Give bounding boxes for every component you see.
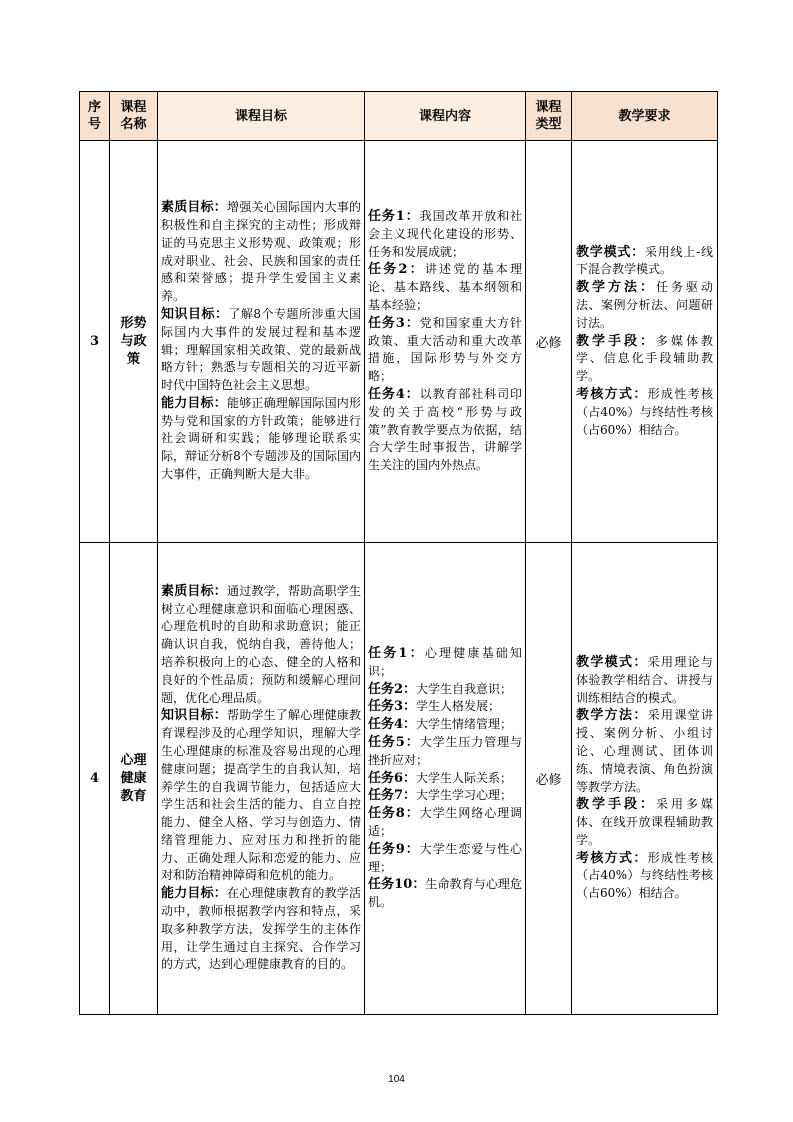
content-item-text: 我国改革开放和社会主义现代化建设的形势、任务和发展成就；	[368, 209, 522, 259]
requirement-item-text: 任务驱动法、案例分析法、问题研讨法。	[576, 280, 713, 330]
requirement-item-label: 教学模式：	[576, 654, 648, 670]
requirement-item	[576, 654, 713, 707]
content-item-label: 任务2：	[368, 681, 417, 697]
content-item-label: 任务3：	[368, 699, 417, 715]
row-seq: 3	[80, 141, 110, 543]
requirement-item-text: 形成性考核（占40%）与终结性考核（占60%）相结合。	[576, 386, 713, 437]
content-item	[368, 734, 522, 770]
content-item-label: 任务1：	[368, 209, 420, 225]
content-item	[368, 876, 522, 912]
header-course-content: 课程内容	[365, 92, 526, 141]
row-course-type: 必修	[526, 543, 572, 1015]
goal-item	[161, 583, 361, 708]
goal-item-text: 了解8个专题所涉重大国际国内大事件的发展过程和基本逻辑；理解国家相关政策、党的最新战略方针；熟悉与专题相关的习近平新时代中国特色社会主义思想。	[161, 306, 361, 393]
goal-item-text: 增强关心国际国内大事的积极性和自主探究的主动性；形成辩证的马克思主义形势观、政策观；形成对职业、社会、民族和国家的责任感和荣誉感；提升学生爱国主义素养。	[161, 200, 361, 304]
row-seq: 4	[80, 543, 110, 1015]
content-item-label: 任务1：	[368, 646, 425, 662]
row-course-goals-text	[158, 197, 364, 486]
course-table	[79, 91, 718, 1015]
requirement-item-label: 教学手段：	[576, 797, 656, 813]
content-item-label: 任务9：	[368, 841, 420, 857]
row-teaching-requirements	[572, 141, 718, 543]
goal-item	[161, 199, 361, 306]
goal-item-text: 通过教学，帮助高职学生树立心理健康意识和面临心理困惑、心理危机时的自助和求助意识；能正确认识自我，悦纳自我，善待他人；培养积极向上的心态、健全的人格和良好的个性品质；预防和缓解心理问题，优化心理品质。	[161, 583, 361, 705]
content-item-text: 讲述党的基本理论、基本路线、基本纲领和基本经验；	[368, 262, 522, 312]
page-number: 104	[388, 1074, 405, 1085]
requirement-item	[576, 279, 713, 332]
header-course-goal: 课程目标	[158, 92, 365, 141]
table-body	[80, 141, 718, 1015]
row-course-contents-text	[365, 206, 525, 477]
goal-item-text: 帮助学生了解心理健康教育课程涉及的心理学知识，理解大学生心理健康的标准及容易出现的心理健康问题；提高学生的自我认知，培养学生的自我调节能力，包括适应大学生活和社会生活的能力、自立自控能力、健全人格、学习与创造力、情绪管理能力、应对压力和挫折的能力、正确处理人际和恋爱的能力、应对和防治精神障碍和危机的能力。	[161, 708, 361, 883]
content-item	[368, 698, 522, 716]
content-item-label: 任务7：	[368, 788, 417, 804]
requirement-item	[576, 333, 713, 386]
row-course-goals-text	[158, 581, 364, 977]
requirement-item	[576, 796, 713, 849]
requirement-item-label: 考核方式：	[576, 386, 648, 402]
content-item	[368, 315, 522, 386]
requirement-item-label: 考核方式：	[576, 850, 648, 866]
goal-item-label: 知识目标：	[161, 306, 229, 322]
content-item-label: 任务8：	[368, 806, 420, 822]
row-teaching-requirements-text	[572, 652, 717, 905]
goal-item-label: 知识目标：	[161, 708, 227, 724]
content-item-text: 大学生自我意识；	[416, 681, 513, 696]
table-row	[80, 543, 718, 1015]
goal-item-text: 能够正确理解国际国内形势与党和国家的方针政策；能够进行社会调研和实践；能够理论联系实际，辩证分析8个专题涉及的国际国内大事件，正确判断大是大非。	[161, 395, 361, 482]
row-course-goals	[158, 543, 365, 1015]
content-item-text: 大学生情绪管理；	[416, 717, 513, 732]
requirement-item	[576, 707, 713, 796]
requirement-item	[576, 244, 713, 280]
row-course-type: 必修	[526, 141, 572, 543]
requirement-item-text: 采用理论与体验教学相结合、讲授与训练相结合的模式。	[576, 654, 713, 705]
header-teaching-requirement: 教学要求	[572, 92, 718, 141]
row-course-contents	[365, 543, 526, 1015]
content-item	[368, 841, 522, 877]
content-item-label: 任务4：	[368, 386, 420, 402]
content-item	[368, 208, 522, 261]
goal-item-label: 素质目标：	[161, 583, 227, 599]
requirement-item-text: 采用课堂讲授、案例分析、小组讨论、心理测试、团体训练、情境表演、角色扮演等教学方法。	[576, 708, 713, 794]
content-item	[368, 386, 522, 475]
content-item	[368, 681, 522, 699]
goal-item	[161, 885, 361, 974]
content-item-text: 大学生恋爱与性心理；	[368, 841, 522, 874]
content-item-text: 生命教育与心理危机。	[368, 877, 522, 910]
header-course-type: 课程类型	[526, 92, 572, 141]
content-item-label: 任务3：	[368, 315, 420, 331]
row-course-name: 心理健康教育	[110, 543, 158, 1015]
header-row	[80, 92, 718, 141]
content-item	[368, 261, 522, 314]
row-course-name: 形势与政策	[110, 141, 158, 543]
row-teaching-requirements-text	[572, 242, 717, 442]
goal-item	[161, 306, 361, 395]
content-item-text: 学生人格发展；	[416, 699, 501, 714]
content-item-label: 任务4：	[368, 717, 417, 733]
table-header	[80, 92, 718, 141]
requirement-item-text: 采用多媒体、在线开放课程辅助教学。	[576, 797, 713, 847]
goal-item	[161, 707, 361, 885]
goal-item	[161, 395, 361, 484]
content-item-text: 大学生人际关系；	[416, 770, 513, 785]
requirement-item-label: 教学手段：	[576, 333, 656, 349]
content-item	[368, 770, 522, 788]
requirement-item-text: 采用线上-线下混合教学模式。	[576, 244, 713, 277]
row-course-contents	[365, 141, 526, 543]
requirement-item-label: 教学方法：	[576, 280, 656, 296]
header-course-name: 课程名称	[110, 92, 158, 141]
content-item-text: 心理健康基础知识；	[368, 646, 522, 678]
content-item-label: 任务10：	[368, 877, 426, 893]
goal-item-label: 素质目标：	[161, 200, 227, 216]
row-teaching-requirements	[572, 543, 718, 1015]
goal-item-label: 能力目标：	[161, 886, 227, 902]
content-item-text: 大学生网络心理调适；	[368, 806, 522, 838]
table-row	[80, 141, 718, 543]
row-course-contents-text	[365, 643, 525, 914]
content-item	[368, 645, 522, 681]
requirement-item-text: 形成性考核（占40%）与终结性考核（占60%）相结合。	[576, 850, 713, 901]
header-seq: 序号	[80, 92, 110, 141]
content-item-text: 大学生学习心理；	[416, 788, 513, 803]
content-item-text: 以教育部社科司印发的关于高校“形势与政策”教育教学要点为依据，结合大学生时事报告，讲解学生关注的国内外热点。	[368, 386, 522, 473]
content-item-label: 任务2：	[368, 262, 425, 278]
requirement-item-text: 多媒体教学、信息化手段辅助教学。	[576, 333, 713, 384]
content-item	[368, 805, 522, 841]
content-item-label: 任务5：	[368, 735, 420, 750]
goal-item-label: 能力目标：	[161, 395, 227, 411]
requirement-item	[576, 386, 713, 439]
content-item-text: 党和国家重大方针政策、重大活动和重大改革措施，国际形势与外交方略；	[368, 315, 522, 384]
goal-item-text: 在心理健康教育的教学活动中，教师根据教学内容和特点，采取多种教学方法，发挥学生的主体作用，让学生通过自主探究、合作学习的方式，达到心理健康教育的目的。	[161, 886, 361, 972]
content-item	[368, 787, 522, 805]
content-item-label: 任务6：	[368, 770, 417, 786]
content-item-text: 大学生压力管理与挫折应对；	[368, 735, 522, 767]
requirement-item	[576, 850, 713, 903]
row-course-goals	[158, 141, 365, 543]
content-item	[368, 716, 522, 734]
requirement-item-label: 教学模式：	[576, 244, 645, 260]
requirement-item-label: 教学方法：	[576, 708, 648, 724]
